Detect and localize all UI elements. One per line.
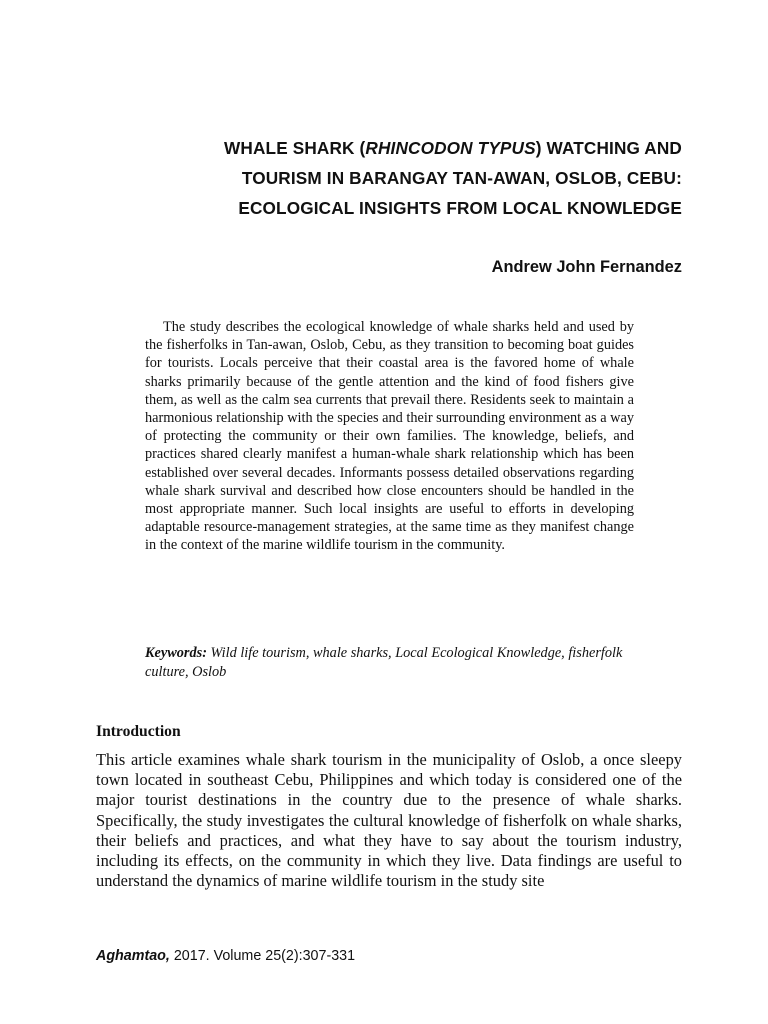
intro-paragraph: This article examines whale shark tourism in the municipality of Oslob, a once sleepy town located in southeast Cebu, Philippines and which today is considered one of the major tourist destinations in the country due to the presence of whale sharks. Specifically, the study investigates the cultural knowledge of fisherfolk on whale sharks, their beliefs and practices, and what they have to say about the tourism industry, including its effects, on the community in which they live. Data findings are useful to understand the dynamics of marine wildlife tourism in the study site: [96, 750, 682, 891]
journal-name: Aghamtao,: [96, 948, 170, 964]
title-line-1: WHALE SHARK (RHINCODON TYPUS) WATCHING AND: [224, 138, 682, 158]
keywords-label: Keywords:: [145, 645, 207, 661]
section-heading-introduction: Introduction: [96, 723, 181, 740]
abstract: The study describes the ecological knowledge of whale sharks held and used by the fisherfolks in Tan-awan, Oslob, Cebu, as they transition to becoming boat guides for tourists. Locals perceive that their coastal area is the favored home of whale sharks primarily because of the gentle attention and the kind of food fishers give them, as well as the calm sea currents that prevail there. Residents seek to maintain a harmonious relationship with the species and their surrounding environment as a way of protecting the community or their own families. The knowledge, beliefs, and practices shared clearly manifest a human-whale shark relationship which has been established over several decades. Informants possess detailed observations regarding whale shark survival and described how close encounters should be handled in the most appropriate manner. Such local insights are useful to efforts in developing adaptable resource-management strategies, at the same time as they manifest change in the context of the marine wildlife tourism in the community.: [145, 319, 634, 554]
title-line-3: ECOLOGICAL INSIGHTS FROM LOCAL KNOWLEDGE: [238, 198, 682, 218]
species-name: RHINCODON TYPUS: [365, 138, 536, 158]
citation-details: 2017. Volume 25(2):307-331: [169, 948, 356, 964]
keywords-text: Wild life tourism, whale sharks, Local Ecological Knowledge, fisherfolk culture, Oslob: [145, 645, 623, 680]
title-line-2: TOURISM IN BARANGAY TAN-AWAN, OSLOB, CEBU:: [241, 168, 682, 188]
footer-citation: [96, 946, 355, 966]
keywords: [145, 644, 634, 682]
author-name: Andrew John Fernandez: [491, 258, 682, 276]
article-title: [96, 133, 682, 223]
